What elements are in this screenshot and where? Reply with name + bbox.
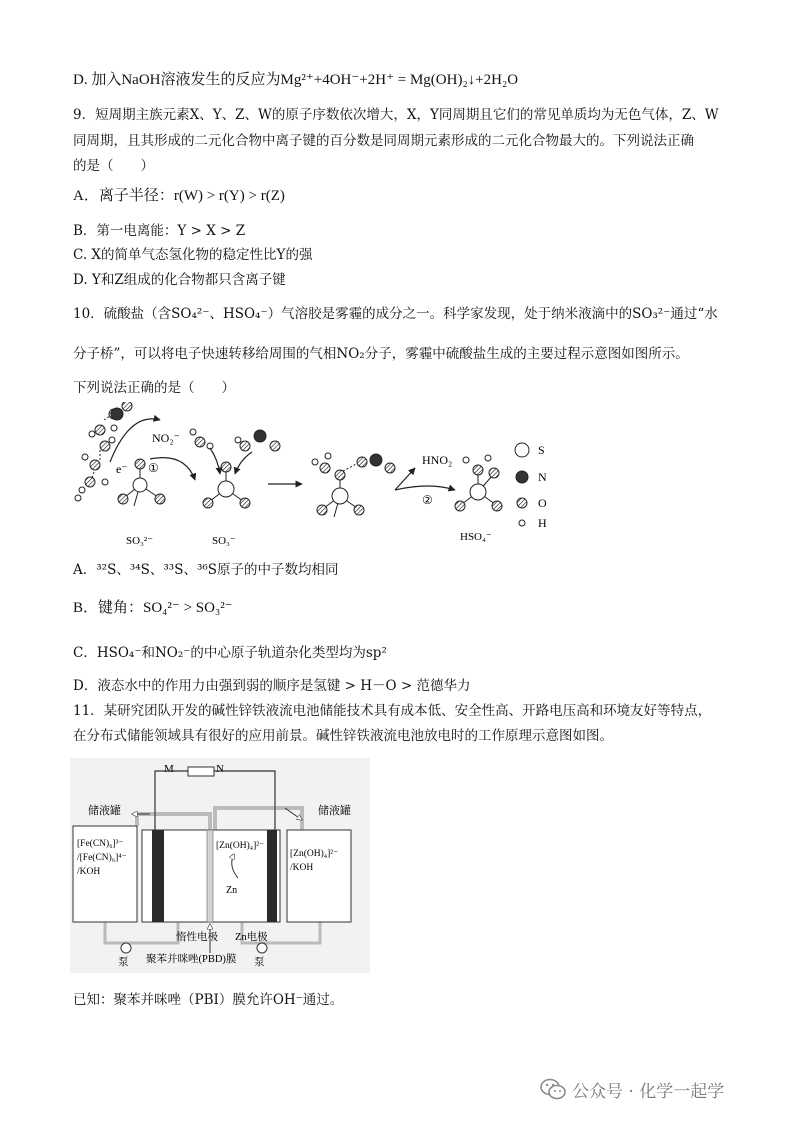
- figure-legend: [515, 443, 529, 526]
- hno2-label: HNO₂: [422, 453, 453, 467]
- watermark-text: 公众号 · 化学一起学: [572, 1081, 725, 1102]
- membrane-label: 聚苯并咪唑(PBD)膜: [146, 954, 237, 965]
- step2-label: ②: [422, 493, 433, 507]
- q9-stem-line2: 同周期，且其形成的二元化合物中离子键的百分数是同周期元素形成的二元化合物最大的。下列说法正确: [73, 133, 694, 149]
- terminal-m: M: [164, 763, 174, 775]
- molecule-so3-2minus: [75, 402, 165, 506]
- molecule-intermediate: [312, 453, 395, 517]
- legend-n: N: [538, 470, 547, 484]
- q11-known: 已知：聚苯并咪唑（PBI）膜允许OH⁻通过。: [73, 992, 344, 1008]
- q11-battery-figure: [70, 758, 370, 973]
- left-solution-2: /[Fe(CN)₆]⁴⁻: [77, 853, 127, 863]
- wechat-icon: [540, 1078, 566, 1100]
- no2-minus-label: NO₂⁻: [152, 431, 180, 445]
- tank-right-label: 储液罐: [318, 805, 351, 817]
- q10-reaction-figure: [70, 402, 570, 550]
- inert-electrode: [152, 830, 164, 922]
- right-solution-1: [Zn(OH)₄]²⁻: [290, 849, 339, 859]
- hso4-minus-label: HSO₄⁻: [460, 531, 492, 543]
- pump-right-icon: [257, 943, 267, 953]
- step1-label: ①: [148, 461, 159, 475]
- left-solution-1: [Fe(CN)₆]³⁻: [77, 839, 124, 849]
- zn-label: Zn: [226, 885, 238, 896]
- q9-option-a: A．离子半径：r(W) > r(Y) > r(Z): [73, 188, 285, 204]
- legend-o: O: [538, 496, 547, 510]
- legend-s: S: [538, 443, 545, 457]
- q8-option-d: D. 加入NaOH溶液发生的反应为Mg²⁺+4OH⁻+2H⁺ = Mg(OH)₂↓+2H₂O: [73, 72, 519, 88]
- q10-option-c: C．HSO₄⁻和NO₂⁻的中心原子轨道杂化类型均为sp²: [73, 645, 387, 661]
- q10-option-b: B．键角：SO₄²⁻ > SO₃²⁻: [73, 600, 233, 616]
- q10-option-d: D．液态水中的作用力由强到弱的顺序是氢键 > H－O > 范德华力: [73, 678, 471, 694]
- inert-electrode-label: 惰性电极: [176, 932, 218, 943]
- terminal-n: N: [216, 763, 224, 775]
- legend-h: H: [538, 516, 547, 530]
- pump-left-icon: [121, 943, 131, 953]
- q10-stem-line3: 下列说法正确的是（ ）: [73, 380, 235, 396]
- pump-right-label: 泵: [254, 957, 265, 968]
- step2-arrow: [395, 486, 455, 490]
- mid-species-label: [Zn(OH)₄]²⁻: [216, 841, 265, 851]
- pump-left-label: 泵: [118, 957, 129, 968]
- zn-electrode: [267, 830, 277, 922]
- q9-option-b: B．第一电离能：Y > X > Z: [73, 223, 246, 239]
- so3-2minus-label: SO₃²⁻: [126, 535, 154, 547]
- q9-option-c: C. X的简单气态氢化物的稳定性比Y的强: [73, 247, 313, 263]
- right-solution-2: /KOH: [290, 863, 314, 873]
- q9-option-d: D. Y和Z组成的化合物都只含离子键: [73, 272, 286, 288]
- q9-stem-line1: 9．短周期主族元素X、Y、Z、W的原子序数依次增大，X，Y同周期且它们的常见单质均为无色气体，Z、W: [73, 107, 719, 123]
- molecule-hso4-minus: [455, 455, 502, 511]
- left-solution-3: /KOH: [77, 867, 101, 877]
- molecule-so3-minus: [190, 429, 280, 508]
- zn-electrode-label: Zn电极: [235, 932, 268, 943]
- pbi-membrane: [207, 830, 213, 922]
- q11-stem-line2: 在分布式储能领域具有很好的应用前景。碱性锌铁液流电池放电时的工作原理示意图如图。: [73, 728, 613, 744]
- watermark: [540, 1074, 780, 1104]
- q11-stem-line1: 11．某研究团队开发的碱性锌铁液流电池储能技术具有成本低、安全性高、开路电压高和环境友好等特点，: [73, 703, 712, 719]
- electron-label: e⁻: [116, 462, 128, 476]
- q10-option-a: A．³²S、³⁴S、³³S、³⁶S原子的中子数均相同: [73, 562, 339, 578]
- q10-stem-line1: 10．硫酸盐（含SO₄²⁻、HSO₄⁻）气溶胶是雾霾的成分之一。科学家发现，处于纳米液滴中的SO₃²⁻通过“水: [73, 306, 718, 322]
- so3-minus-label: SO₃⁻: [212, 535, 236, 547]
- tank-left-label: 储液罐: [88, 805, 121, 817]
- q10-stem-line2: 分子桥”，可以将电子快速转移给周围的气相NO₂分子，雾霾中硫酸盐生成的主要过程示意图如图所示。: [73, 346, 689, 362]
- q9-stem-line3: 的是（ ）: [73, 158, 154, 174]
- tank-right: [287, 830, 351, 922]
- resistor: [188, 767, 214, 776]
